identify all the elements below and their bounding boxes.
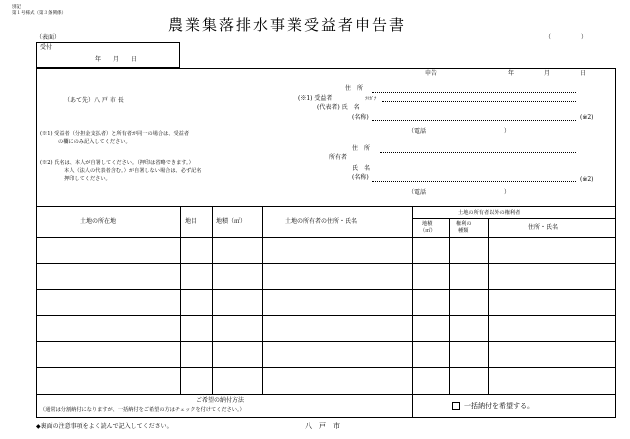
page-title: 農業集落排水事業受益者申告書	[168, 16, 407, 34]
beneficiary-name-line[interactable]	[372, 120, 576, 121]
sub-header-area-2: （㎡）	[420, 228, 436, 234]
lump-sum-option[interactable]	[452, 402, 534, 410]
table-row[interactable]	[36, 289, 616, 290]
col-header-area: 地積（㎡）	[216, 218, 247, 225]
table-top-rule	[36, 206, 616, 207]
owner-name-line[interactable]	[372, 181, 576, 182]
front-side-label: （表面）	[36, 34, 61, 41]
payment-title: ご希望の納付方法	[196, 397, 245, 404]
col-header-owner: 土地の所有者の住所・氏名	[285, 218, 358, 225]
beneficiary-phone: （電話 ）	[408, 128, 511, 135]
note-2-line-2: 本人（法人の代表者含む。）が自署しない場合は、必ず記名	[64, 168, 202, 174]
beneficiary-role-label: (※1) 受益者	[298, 95, 333, 102]
owner-phone: （電話 ）	[408, 189, 511, 196]
beneficiary-rep-label: (代表者) 氏 名	[317, 104, 360, 111]
col-divider-2	[212, 206, 213, 394]
form-number-label: 第１号様式（第３条関係）	[12, 11, 66, 16]
note-2-line-1: (※2) 氏名は、本人が自署してください。（押印は省略できます。）	[40, 160, 194, 166]
owner-name-alt-label: (名称)	[352, 174, 369, 181]
beneficiary-address-label: 住 所	[345, 85, 364, 92]
footer-note: ◆裏面の注意事項をよく読んで記入してください。	[36, 423, 173, 430]
form-note-line1: 別記	[12, 5, 21, 10]
furigana-label: ﾌﾘｶﾞﾅ	[365, 97, 377, 102]
table-row[interactable]	[36, 367, 616, 368]
beneficiary-note-mark: (※2)	[580, 114, 594, 121]
declaration-date: 年 月 日	[508, 70, 587, 77]
declaration-date-label: 申告	[425, 70, 438, 77]
owner-name-label: 氏 名	[352, 165, 371, 172]
owner-address-line[interactable]	[380, 152, 576, 153]
sub-header-area-1: 地積	[422, 221, 433, 227]
owner-role-label: 所有者	[329, 154, 348, 161]
col-divider-1	[180, 206, 181, 394]
sub-header-right-1: 権利の	[456, 221, 472, 227]
table-row[interactable]	[36, 394, 616, 395]
lump-sum-checkbox[interactable]	[452, 402, 460, 410]
sub-header-address-name: 住所・氏名	[528, 224, 559, 231]
reference-paren-field: （ ）	[545, 34, 588, 41]
owner-note-mark: (※2)	[580, 176, 594, 183]
lump-sum-label: 一括納付を希望する。	[464, 402, 534, 410]
owner-address-label: 住 所	[352, 145, 371, 152]
beneficiary-address-line[interactable]	[372, 92, 576, 93]
receipt-label: 受付	[40, 44, 53, 51]
receipt-date: 年 月 日	[95, 56, 138, 63]
table-row[interactable]	[36, 263, 616, 264]
group-header-other-rights: 土地の所有者以外の権利者	[458, 210, 521, 216]
header-bottom-rule	[36, 237, 616, 238]
table-row[interactable]	[36, 315, 616, 316]
note-2-line-3: 押印してください。	[64, 176, 111, 182]
table-row[interactable]	[36, 341, 616, 342]
col-header-category: 地目	[185, 218, 198, 225]
payment-note: （通常は分割納付になりますが、一括納付をご希望の方はチェックを付けてください。）	[40, 407, 245, 413]
footer-city: 八 戸 市	[305, 422, 340, 430]
sub-header-right-2: 種類	[458, 228, 469, 234]
beneficiary-name-alt-label: (名称)	[352, 114, 369, 121]
note-1-line-2: の欄にのみ記入してください。	[58, 139, 131, 145]
group-header-rule	[412, 218, 616, 219]
addressee: （あて先）八 戸 市 長	[64, 97, 124, 104]
col-divider-3	[262, 206, 263, 394]
note-1-line-1: (※1) 受益者（分担金支払者）と所有者が同一の場合は、受益者	[40, 131, 190, 137]
receipt-box	[36, 42, 180, 68]
col-header-location: 土地の所在地	[80, 218, 117, 225]
beneficiary-furigana-line[interactable]	[382, 101, 576, 102]
